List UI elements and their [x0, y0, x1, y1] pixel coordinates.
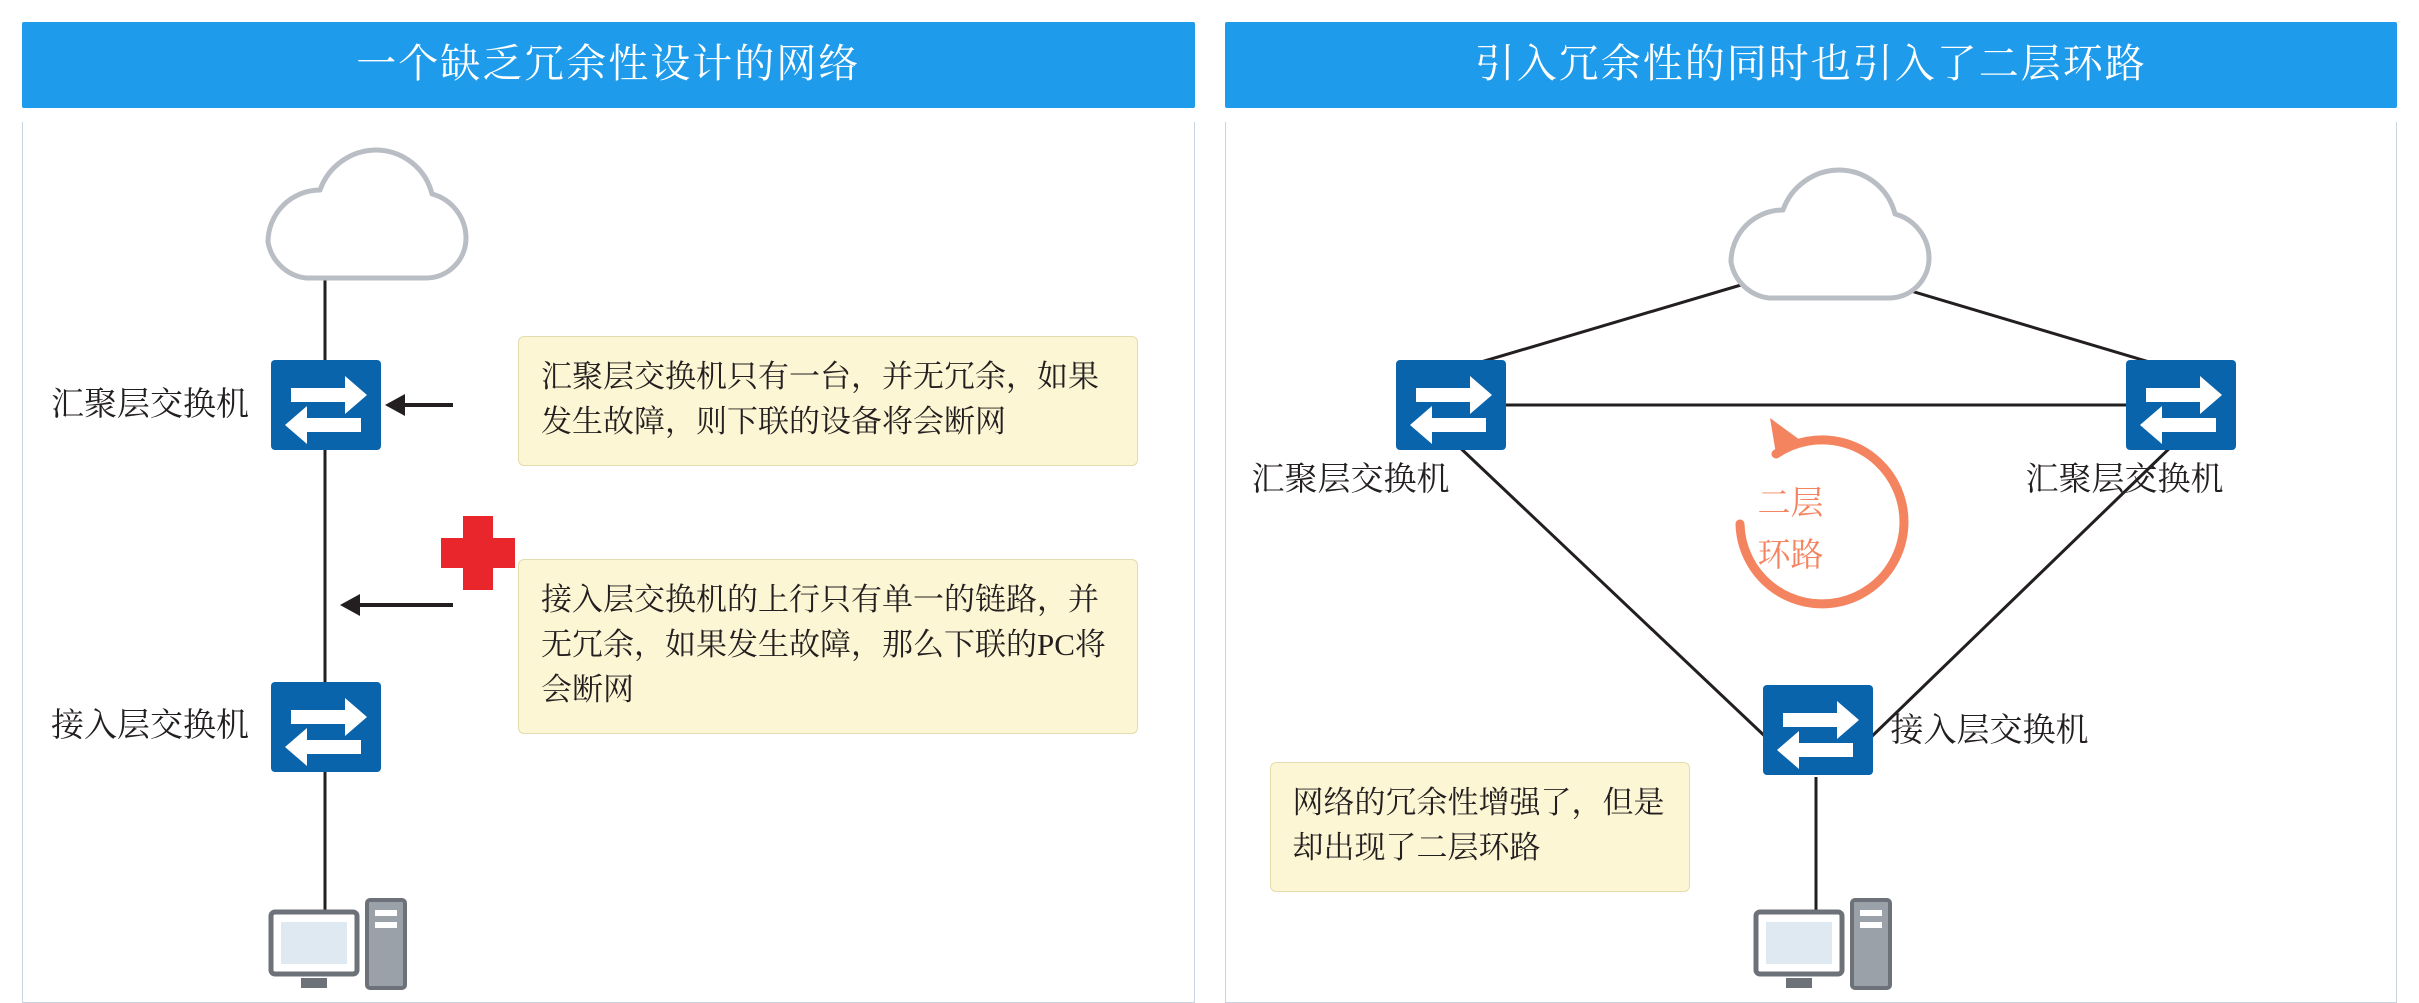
loop-label-line2: 环路 — [1757, 538, 1824, 574]
panel-body-right — [1225, 122, 2398, 1003]
panel-no-redundancy — [22, 22, 1195, 1003]
arrow-left-icon-2 — [340, 594, 453, 616]
callout-access-uplink-single: 接入层交换机的上行只有单一的链路，并无冗余，如果发生故障，那么下联的PC将会断网 — [518, 559, 1138, 734]
label-access-switch-left: 接入层交换机 — [51, 708, 249, 744]
callout-redundancy-loop: 网络的冗余性增强了，但是却出现了二层环路 — [1270, 762, 1690, 892]
panel-body-left — [22, 122, 1195, 1003]
panel-title-right: 引入冗余性的同时也引入了二层环路 — [1225, 22, 2398, 108]
link-cloud-left — [1454, 282, 1751, 370]
switch-icon-distribution-left — [1396, 360, 1506, 450]
cloud-icon — [268, 150, 466, 278]
panel-with-redundancy-loop — [1225, 22, 2398, 1003]
switch-icon-access — [1763, 685, 1873, 775]
switch-icon-distribution-right — [2126, 360, 2236, 450]
link-cloud-right — [1881, 282, 2176, 370]
cloud-icon — [1731, 170, 1929, 298]
red-cross-fault-icon — [441, 516, 515, 590]
label-distribution-switch-right: 汇聚层交换机 — [2025, 462, 2224, 498]
switch-icon-distribution — [271, 360, 381, 450]
desktop-pc-icon — [1756, 900, 1890, 988]
desktop-pc-icon — [271, 900, 405, 988]
label-distribution-switch-left-right-panel: 汇聚层交换机 — [1251, 462, 1450, 498]
arrow-left-icon-1 — [385, 394, 453, 416]
loop-label-line1: 二层 — [1757, 486, 1824, 522]
callout-distribution-single: 汇聚层交换机只有一台，并无冗余，如果发生故障，则下联的设备将会断网 — [518, 336, 1138, 466]
label-distribution-switch-left: 汇聚层交换机 — [51, 387, 249, 423]
switch-icon-access — [271, 682, 381, 772]
label-access-switch-right-panel: 接入层交换机 — [1890, 713, 2089, 749]
link-left-access — [1454, 442, 1771, 742]
panel-title-left: 一个缺乏冗余性设计的网络 — [22, 22, 1195, 108]
